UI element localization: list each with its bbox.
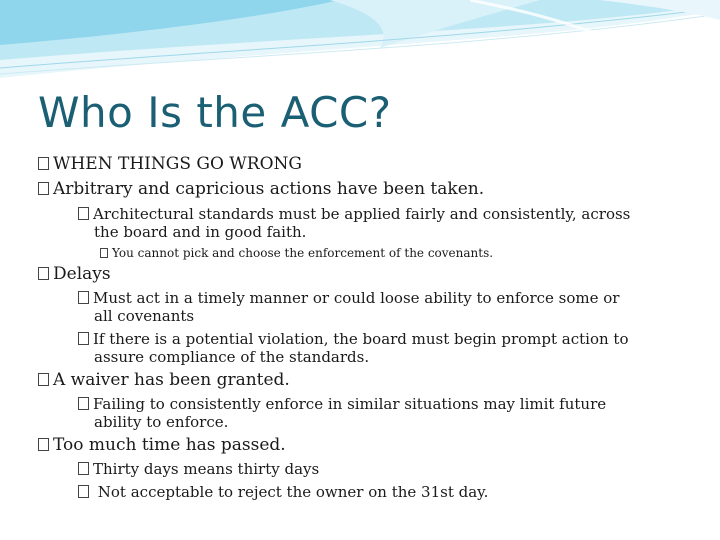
bullet-text: Must act in a timely manner or could loose ability to enforce some or: [93, 289, 620, 307]
bullet-box-icon: [78, 397, 89, 410]
bullet-text: Failing to consistently enforce in similar situations may limit future: [93, 395, 607, 413]
bullet-text: A waiver has been granted.: [53, 370, 290, 390]
bullet-text: Too much time has passed.: [53, 435, 286, 455]
bullet-box-icon: [78, 291, 89, 304]
bullet-box-icon: [100, 248, 108, 258]
bullet-box-icon: [38, 438, 49, 451]
bullet-box-icon: [38, 157, 49, 170]
bullet-text: You cannot pick and choose the enforcement of the covenants.: [112, 246, 494, 260]
sub-bullet-item: [78, 289, 619, 307]
bullet-box-icon: [78, 207, 89, 220]
sub-bullet-continuation: all covenants: [94, 307, 195, 325]
bullet-box-icon: [38, 182, 49, 195]
bullet-item: [38, 370, 290, 390]
slide-title: Who Is the ACC?: [38, 88, 392, 137]
bullet-box-icon: [78, 485, 89, 498]
bullet-text: Arbitrary and capricious actions have been taken.: [53, 179, 485, 199]
bullet-text: Not acceptable to reject the owner on the 31st day.: [93, 483, 489, 501]
bullet-text: Delays: [53, 264, 111, 284]
sub-bullet-item: [78, 395, 606, 413]
bullet-text: WHEN THINGS GO WRONG: [53, 154, 302, 174]
sub-bullet-item: [78, 330, 628, 348]
bullet-box-icon: [78, 462, 89, 475]
sub-bullet-continuation: the board and in good faith.: [94, 223, 307, 241]
bullet-item: [38, 264, 111, 284]
bullet-text: Architectural standards must be applied fairly and consistently, across: [93, 205, 631, 223]
bullet-item: [38, 154, 302, 174]
bullet-box-icon: [38, 373, 49, 386]
sub-bullet-item: [78, 483, 488, 501]
sub-sub-bullet-item: [100, 246, 493, 260]
sub-bullet-continuation: assure compliance of the standards.: [94, 348, 370, 366]
bullet-item: [38, 435, 286, 455]
bullet-text: Thirty days means thirty days: [93, 460, 320, 478]
bullet-item: [38, 179, 484, 199]
bullet-box-icon: [78, 332, 89, 345]
bullet-text: If there is a potential violation, the board must begin prompt action to: [93, 330, 629, 348]
sub-bullet-item: [78, 460, 319, 478]
bullet-box-icon: [38, 267, 49, 280]
sub-bullet-continuation: ability to enforce.: [94, 413, 229, 431]
sub-bullet-item: [78, 205, 630, 223]
